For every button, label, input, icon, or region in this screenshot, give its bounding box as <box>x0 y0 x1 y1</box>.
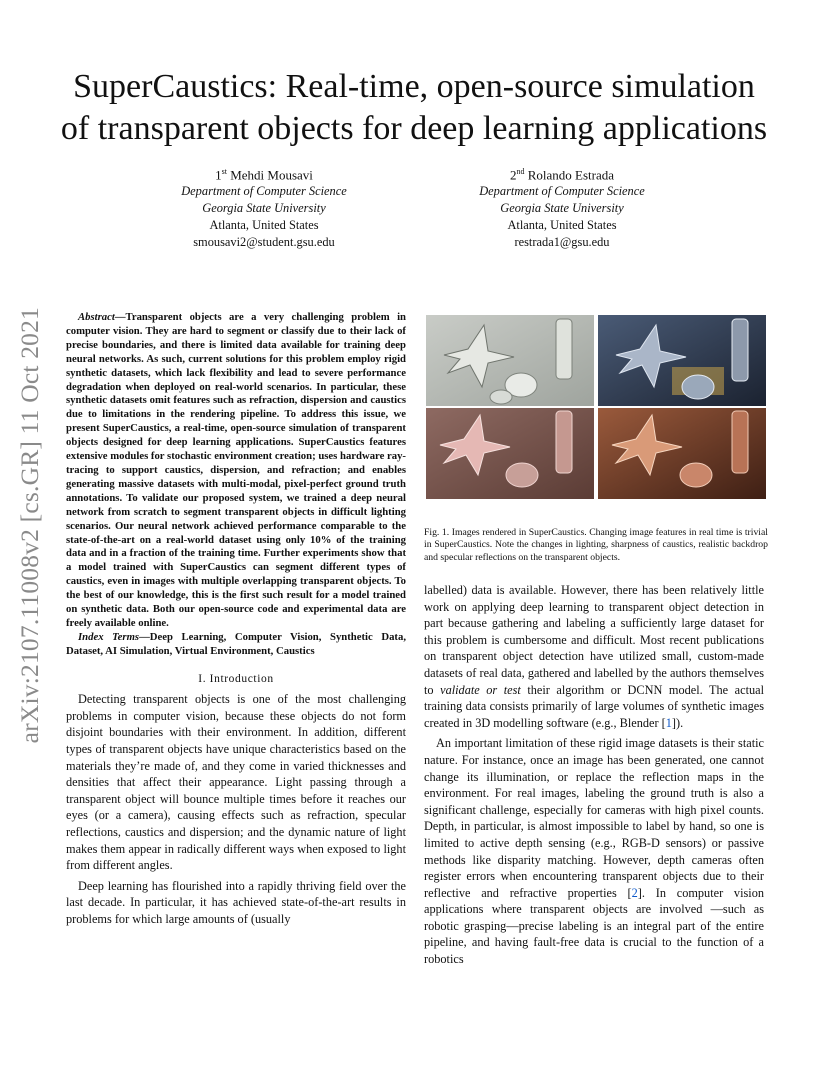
citation-link-1[interactable]: 1 <box>665 715 672 730</box>
section-heading-introduction: I. Introduction <box>198 672 274 685</box>
author-university: Georgia State University <box>500 201 624 216</box>
intro-paragraph-2: Deep learning has flourished into a rapidly thriving field over the last decade. In particular, it has achieved state-of-the-art results in problems for which large amounts of (usually <box>66 878 406 926</box>
author-university: Georgia State University <box>202 201 326 216</box>
right-column <box>424 582 764 968</box>
arxiv-identifier-stamp <box>12 290 48 760</box>
author-email: restrada1@gsu.edu <box>514 235 610 250</box>
right-paragraph-1: labelled) data is available. However, there has been relatively little work on applying deep learning to transparent object detection in part because gathering and labeling a sufficiently large dataset for this problem is cumbersome and difficult. Most recent publications on transparent object detection have utilized small, custom-made datasets of real data, gathered and labelled by the authors themselves to validate or test their algorithm or DCNN model. The actual training data consists primarily of large volumes of synthetic images created in 3D modelling software (e.g., Blender [1]). <box>424 583 765 730</box>
author-location: Atlanta, United States <box>507 218 617 233</box>
render-panel-top-right <box>598 315 766 406</box>
left-column <box>66 311 406 928</box>
figure-1-caption: Fig. 1. Images rendered in SuperCaustics. Changing image features in real time is trivial in SuperCaustics. Note the changes in lighting, sharpness of caustics, realistic backdrop and specular reflections on the transparent objects. <box>424 526 768 564</box>
paper-title: SuperCaustics: Real-time, open-source simulation of transparent objects for deep learning applications <box>60 68 768 147</box>
index-terms: Index Terms—Deep Learning, Computer Vision, Synthetic Data, Dataset, AI Simulation, Virtual Environment, Caustics <box>66 630 406 657</box>
author-department: Department of Computer Science <box>181 184 347 199</box>
author-block-2 <box>432 163 692 251</box>
author-block-1 <box>134 163 394 251</box>
author-location: Atlanta, United States <box>209 218 319 233</box>
author-name-line: 2nd Rolando Estrada <box>509 167 615 183</box>
figure-1-image-grid <box>426 315 766 499</box>
abstract: Abstract—Transparent objects are a very challenging problem in computer vision. They are hard to segment or classify due to their lack of precise boundaries, and there is limited data available for training deep neural networks. As such, current solutions for this problem employ rigid synthetic datasets, which lack flexibility and lead to severe performance degradation when deployed on real-world scenarios. In particular, these synthetic datasets omit features such as refraction, dispersion and caustics due to limitations in the rendering pipeline. To address this issue, we present SuperCaustics, a real-time, open-source simulation of transparent objects designed for deep learning applications. SuperCaustics features extensive modules for stochastic environment creation; uses hardware ray-tracing to support caustics, dispersion, and refraction; and enables generating massive datasets with multi-modal, pixel-perfect ground truth annotations. To validate our proposed system, we trained a deep neural network from scratch to segment transparent objects in difficult lighting scenarios. Our neural network achieved performance comparable to the state-of-the-art on a real-world dataset using only 10% of the training data and in a fraction of the training time. Further experiments show that a model trained with SuperCaustics can segment different types of caustics, even in images with multiple overlapping transparent objects. To the best of our knowledge, this is the first such result for a model trained on synthetic data. Both our open-source code and experimental data are freely available online. <box>66 311 406 629</box>
right-paragraph-2: An important limitation of these rigid image datasets is their static nature. For instance, once an image has been generated, one cannot change its illumination, or replace the reflection maps in the environment. For real images, labeling the ground truth is also a significant challenge, especially for cameras with high pixel counts. Depth, in particular, is almost impossible to label by hand, so one is limited to active depth sensing (e.g., RGB-D sensors) or passive methods like disparity matching. However, depth cameras often register errors when encountering transparent objects due to their reflective and refractive properties [2]. In computer vision applications where transparent objects are involved —such as robotic grasping—precise labeling is an integral part of the entire pipeline, and having fault-free data is crucial to the function of a robotics <box>424 736 765 967</box>
render-panel-bottom-left <box>426 408 594 499</box>
author-email: smousavi2@student.gsu.edu <box>193 235 335 250</box>
intro-paragraph-1: Detecting transparent objects is one of the most challenging problems in computer vision, because these objects do not form disjoint boundaries with their environment. In addition, different types of transparent objects have unique characteristics based on the materials they’re made of, and they come in varied thicknesses and densities that affect their appearance. Light passing through a transparent object will bounce multiple times before it reaches our eyes (or a camera), causing effects such as refraction, specular reflections, caustics and dispersion; and the dynamic nature of light makes them appear in radically different ways when exposed to light from different angles. <box>66 692 406 873</box>
author-name-line: 1st Mehdi Mousavi <box>215 167 313 183</box>
arxiv-identifier-text: arXiv:2107.11008v2 [cs.GR] 11 Oct 2021 <box>15 306 44 744</box>
render-panel-top-left <box>426 315 594 406</box>
render-panel-bottom-right <box>598 408 766 499</box>
citation-link-2[interactable]: 2 <box>631 885 638 900</box>
author-department: Department of Computer Science <box>479 184 645 199</box>
